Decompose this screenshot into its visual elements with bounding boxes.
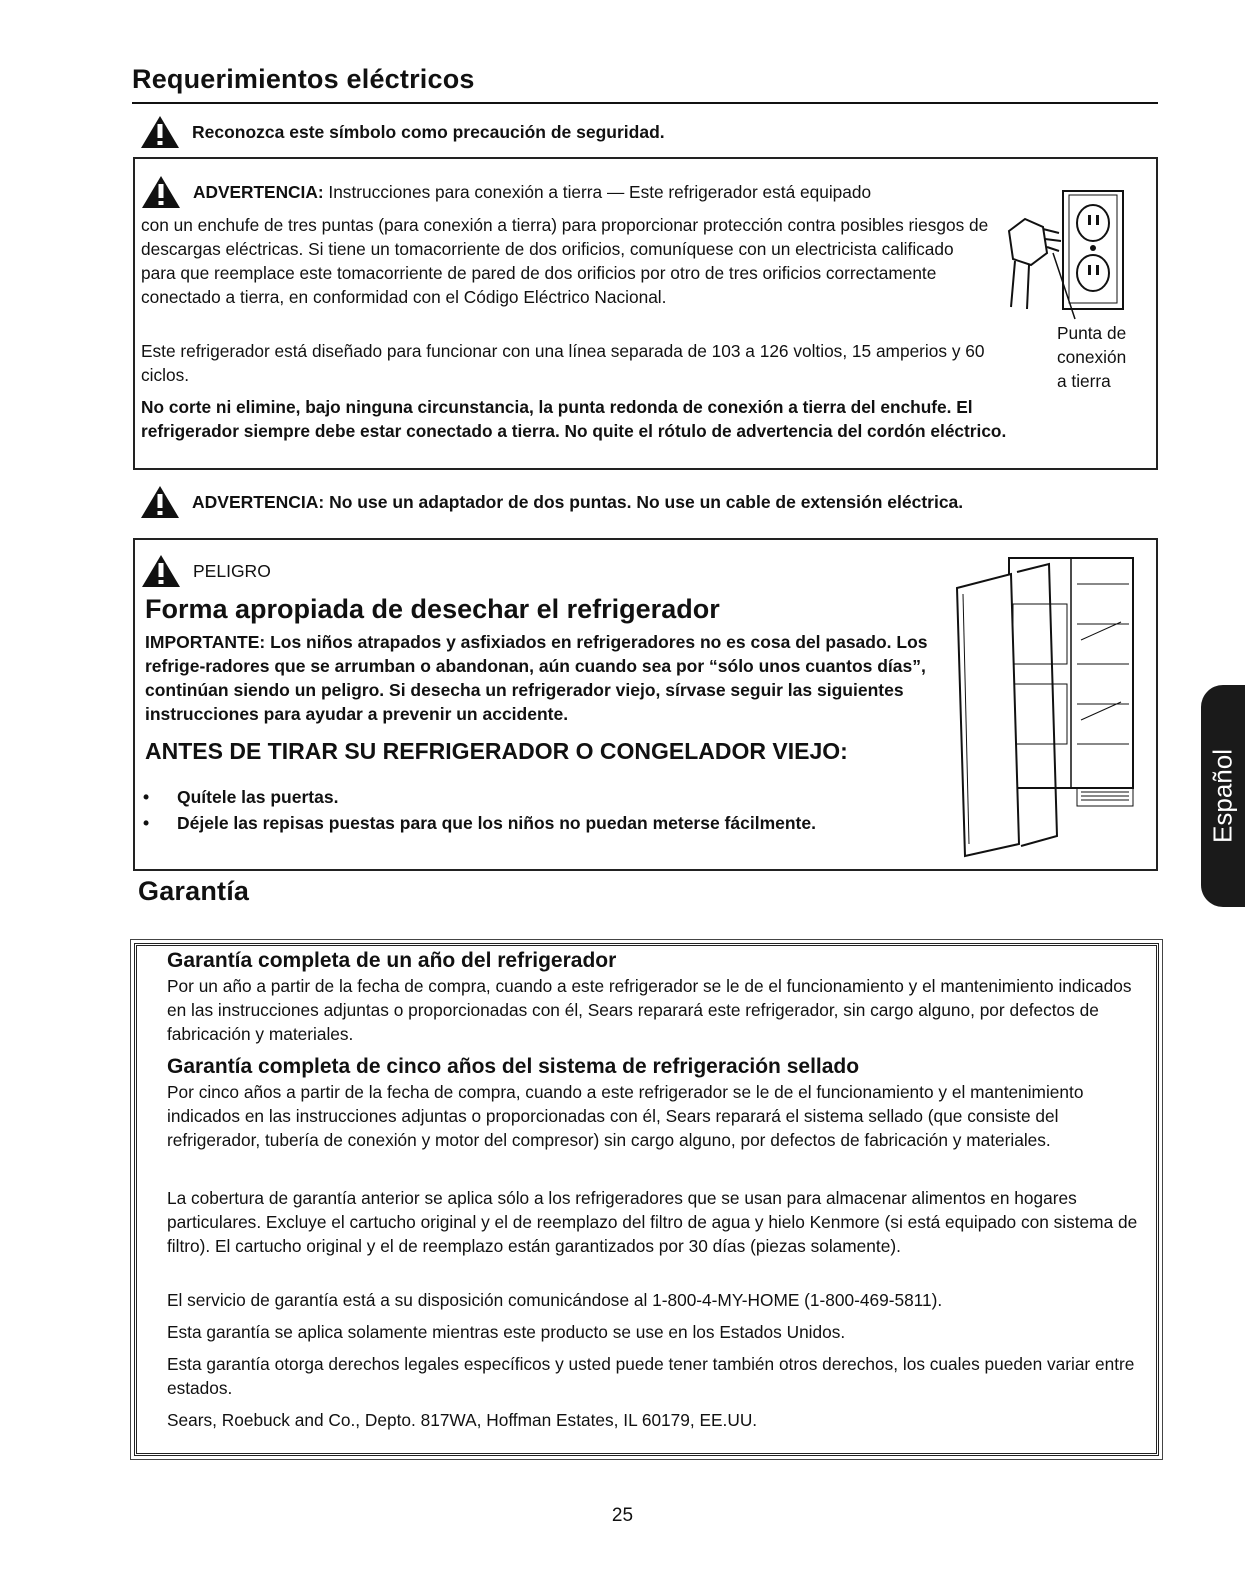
warning-header <box>141 175 871 209</box>
disposal-title: Forma apropiada de desechar el refrigerador <box>145 594 720 624</box>
grounding-bold-warning: No corte ni elimine, bajo ninguna circunstancia, la punta redonda de conexión a tierra del enchufe. El refrigerador siempre debe estar conectado a tierra. No quite el rótulo de advertencia del cordón eléctrico. <box>141 397 1007 441</box>
warranty-address: Sears, Roebuck and Co., Depto. 817WA, Hoffman Estates, IL 60179, EE.UU. <box>167 1410 758 1430</box>
warranty-heading-one-year: Garantía completa de un año del refrigerador <box>167 949 617 972</box>
plug-caption-line-3: a tierra <box>1057 371 1111 391</box>
warning-label: ADVERTENCIA: <box>193 181 324 202</box>
title-rule <box>132 102 1158 104</box>
danger-label: PELIGRO <box>193 560 271 581</box>
grounding-paragraph: con un enchufe de tres puntas (para conexión a tierra) para proporcionar protección contra posibles riesgos de descargas eléctricas. Si tiene un tomacorriente de dos orificios, comuníquese con un electricista calificado para que reemplace este tomacorriente de pared de dos orificios por otro de tres orificios correctamente conectado a tierra, en conformidad con el Código Eléctrico Nacional. <box>141 215 989 307</box>
warranty-heading-five-year: Garantía completa de cinco años del sistema de refrigeración sellado <box>167 1055 860 1078</box>
disposal-important: IMPORTANTE: Los niños atrapados y asfixiados en refrigeradores no es cosa del pasado. Los refrige-radores que se arrumban o abandonan, aún cuando sea por “sólo unos cuantos días”, continúan siendo un peligro. Si desecha un refrigerador viejo, sírvase seguir las siguientes instrucciones para ayudar a prevenir un accidente. <box>145 632 928 724</box>
warranty-paragraph: Por un año a partir de la fecha de compra, cuando a este refrigerador se le de el funcionamiento y el mantenimiento indicados en las instrucciones adjuntas o proporcionadas con él, Sears reparará este refrigerador, sin cargo alguno, por defectos de fabricación y materiales. <box>167 976 1132 1044</box>
warranty-paragraph: Esta garantía se aplica solamente mientras este producto se use en los Estados Unidos. <box>167 1322 846 1342</box>
disposal-step: • Quítele las puertas. <box>141 784 941 810</box>
voltage-paragraph: Este refrigerador está diseñado para funcionar con una línea separada de 103 a 126 voltios, 15 amperios y 60 ciclos. <box>141 341 985 385</box>
disposal-danger-box <box>133 538 1158 871</box>
warning-triangle-icon <box>140 115 184 149</box>
safety-note-text: Reconozca este símbolo como precaución de seguridad. <box>192 121 665 142</box>
section-title-electrical: Requerimientos eléctricos <box>132 64 475 94</box>
grounding-warning-box <box>133 157 1158 470</box>
warning-triangle-icon <box>140 485 184 519</box>
safety-note <box>140 115 665 149</box>
danger-header <box>141 554 271 588</box>
warranty-box <box>134 943 1159 1456</box>
plug-caption-line-1: Punta de <box>1057 323 1127 343</box>
plug-caption-line-2: conexión <box>1057 347 1127 367</box>
three-prong-plug-illustration <box>997 181 1137 321</box>
warning-triangle-icon <box>141 554 185 588</box>
plug-caption <box>1057 321 1126 393</box>
warning-lead-text: Instrucciones para conexión a tierra — Este refrigerador está equipado <box>328 181 872 202</box>
language-tab-label: Español <box>1207 749 1238 843</box>
adapter-warning-text: No use un adaptador de dos puntas. No use un cable de extensión eléctrica. <box>329 491 964 512</box>
disposal-step: • Déjele las repisas puestas para que los niños no puedan meterse fácilmente. <box>141 810 941 836</box>
disposal-subtitle: ANTES DE TIRAR SU REFRIGERADOR O CONGELADOR VIEJO: <box>145 738 848 764</box>
page-number: 25 <box>611 1505 634 1526</box>
refrigerator-illustration <box>953 544 1157 862</box>
adapter-warning-label: ADVERTENCIA: <box>192 491 325 512</box>
warranty-service-phone: El servicio de garantía está a su disposición comunicándose al 1-800-4-MY-HOME (1-800-469-5811). <box>167 1290 943 1310</box>
warranty-paragraph: Por cinco años a partir de la fecha de compra, cuando a este refrigerador se le de el funcionamiento y el mantenimiento indicados en las instrucciones adjuntas o proporcionadas con él, Sears reparará el sistema sellado (que consiste del refrigerador, tubería de conexión y motor del compresor) sin cargo alguno, por defectos de fabricación y materiales. <box>167 1082 1084 1150</box>
section-title-warranty: Garantía <box>138 876 250 906</box>
warranty-paragraph: La cobertura de garantía anterior se aplica sólo a los refrigeradores que se usan para almacenar alimentos en hogares particulares. Excluye el cartucho original y el de reemplazo del filtro de agua y hielo Kenmore (si está equipado con sistema de filtro). El cartucho original y el de reemplazo están garantizados por 30 días (piezas solamente). <box>167 1188 1138 1256</box>
warning-triangle-icon <box>141 175 185 209</box>
language-tab <box>1201 685 1245 907</box>
adapter-warning <box>140 485 963 519</box>
warranty-paragraph: Esta garantía otorga derechos legales específicos y usted puede tener también otros derechos, los cuales pueden variar entre estados. <box>167 1354 1135 1398</box>
disposal-steps <box>141 784 941 836</box>
